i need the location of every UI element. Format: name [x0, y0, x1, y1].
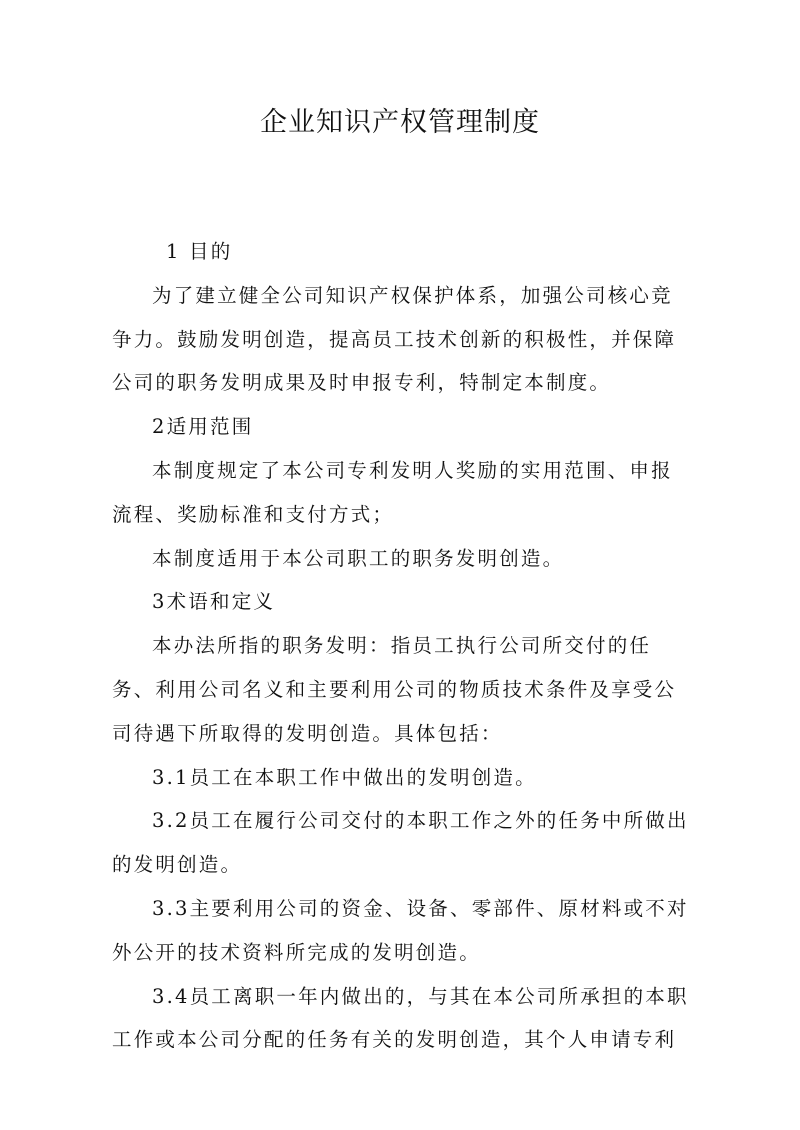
- paragraph-scope-1: 本制度规定了本公司专利发明人奖励的实用范围、申报流程、奖励标准和支付方式；: [112, 458, 673, 526]
- document-title: 企业知识产权管理制度: [260, 107, 540, 138]
- paragraph-purpose: 为了建立健全公司知识产权保护体系，加强公司核心竞争力。鼓励发明创造，提高员工技术创新的积极性，并保障公司的职务发明成果及时申报专利，特制定本制度。: [112, 283, 677, 395]
- paragraph-definition-3-4: 3.4员工离职一年内做出的，与其在本公司所承担的本职工作或本公司分配的任务有关的发明创造，其个人申请专利: [112, 984, 689, 1052]
- document-body: [112, 230, 690, 1062]
- section-heading-definitions: 3术语和定义: [152, 590, 276, 614]
- paragraph-definition-3-1: 3.1员工在本职工作中做出的发明创造。: [152, 765, 537, 789]
- paragraph-definition-3-2: 3.2员工在履行公司交付的本职工作之外的任务中所做出的发明创造。: [112, 809, 689, 877]
- paragraph-definition-3-3: 3.3主要利用公司的资金、设备、零部件、原材料或不对外公开的技术资料所完成的发明创造。: [112, 896, 689, 964]
- section-heading-scope: 2适用范围: [152, 415, 254, 439]
- paragraph-scope-2: 本制度适用于本公司职工的职务发明创造。: [152, 546, 565, 570]
- paragraph-definition-intro: 本办法所指的职务发明：指员工执行公司所交付的任务、利用公司名义和主要利用公司的物质技术条件及享受公司待遇下所取得的发明创造。具体包括：: [112, 634, 677, 745]
- section-heading-purpose: 1 目的: [166, 240, 233, 263]
